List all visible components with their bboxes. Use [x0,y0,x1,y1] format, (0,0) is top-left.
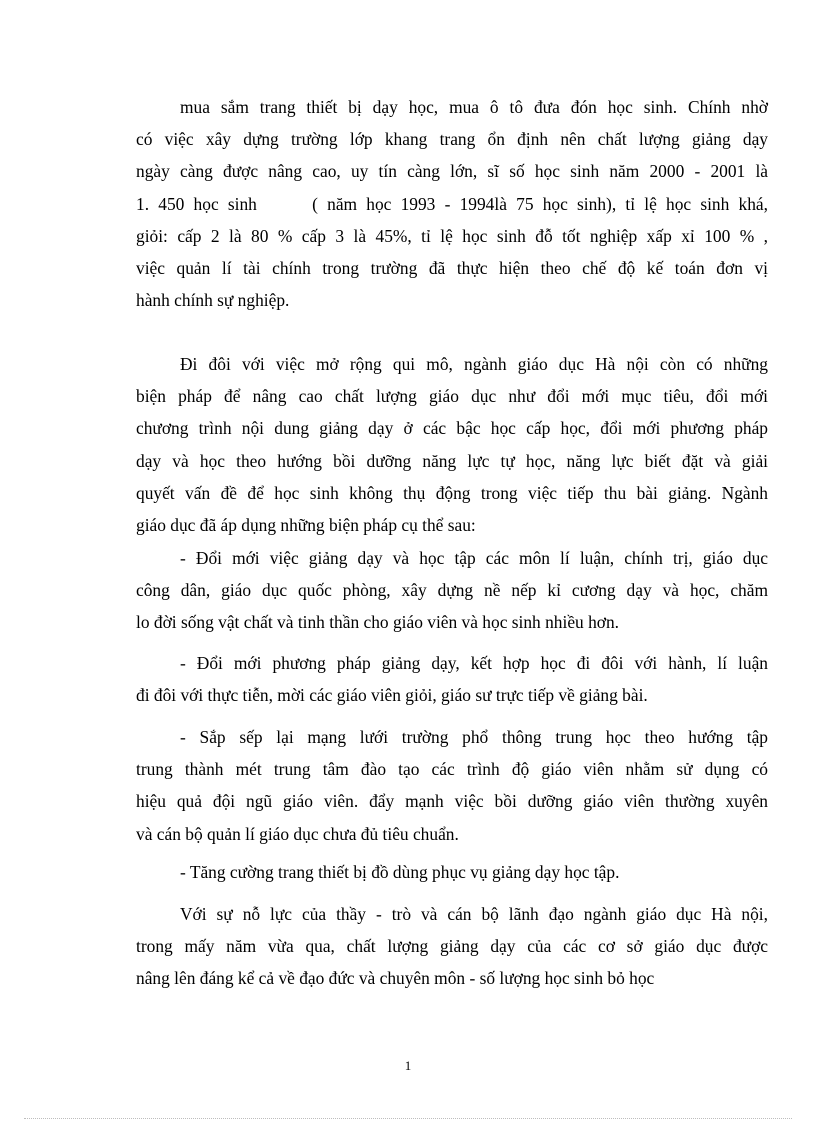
text-line: có việc xây dựng trường lớp khang trang ổn định nên chất lượng giảng dạy [136,129,768,150]
text-line: - Đổi mới việc giảng dạy và học tập các môn lí luận, chính trị, giáo dục [180,548,768,568]
text-line: trong mấy năm vừa qua, chất lượng giảng dạy của các cơ sở giáo dục được [136,936,768,957]
text-line: 1. 450 học sinh ( năm học 1993 - 1994là 75 học sinh), tỉ lệ học sinh khá, [136,193,768,214]
text-line: hiệu quả đội ngũ giáo viên. đẩy mạnh việc bồi dưỡng giáo viên thường xuyên [136,791,768,812]
text-line: hành chính sự nghiệp. [136,290,290,311]
text-line: ngày càng được nâng cao, uy tín càng lớn, sĩ số học sinh năm 2000 - 2001 là [136,161,768,182]
bullet-item-3 [136,721,768,850]
paragraph-3 [136,898,768,995]
text-line: - Tăng cường trang thiết bị đồ dùng phục vụ giảng dạy học tập. [180,862,620,882]
bullet-item-1 [136,542,768,639]
paragraph-1 [136,91,768,316]
bullet-item-4 [136,856,768,888]
text-line: mua sắm trang thiết bị dạy học, mua ô tô đưa đón học sinh. Chính nhờ [180,97,768,117]
text-line: giáo dục đã áp dụng những biện pháp cụ thể sau: [136,514,476,535]
text-line: đi đôi với thực tiễn, mời các giáo viên giỏi, giáo sư trực tiếp về giảng bài. [136,685,648,706]
text-line: chương trình nội dung giảng dạy ở các bậc học cấp học, đổi mới phương pháp [136,418,768,439]
text-line: Đi đôi với việc mở rộng qui mô, ngành giáo dục Hà nội còn có những [180,354,768,374]
text-line: Với sự nỗ lực của thầy - trò và cán bộ lãnh đạo ngành giáo dục Hà nội, [180,904,768,924]
page-number: 1 [404,1058,412,1073]
text-line: và cán bộ quản lí giáo dục chưa đủ tiêu chuẩn. [136,823,459,844]
text-line: - Sắp sếp lại mạng lưới trường phổ thông trung học theo hướng tập [180,727,768,747]
text-line: dạy và học theo hướng bồi dưỡng năng lực tự học, năng lực biết đặt và giải [136,450,768,471]
text-line: biện pháp để nâng cao chất lượng giáo dục như đổi mới mục tiêu, đổi mới [136,386,768,407]
text-line: công dân, giáo dục quốc phòng, xây dựng nề nếp kỉ cương dạy và học, chăm [136,580,768,601]
text-line: trung thành mét trung tâm đào tạo các trình độ giáo viên nhằm sử dụng có [136,759,768,780]
bullet-item-2 [136,647,768,711]
text-line: giỏi: cấp 2 là 80 % cấp 3 là 45%, tỉ lệ học sinh đỗ tốt nghiệp xấp xỉ 100 % , [136,225,768,246]
paragraph-2 [136,348,768,541]
text-line: lo đời sống vật chất và tinh thần cho giáo viên và học sinh nhiều hơn. [136,612,620,633]
text-line: quyết vấn đề để học sinh không thụ động trong việc tiếp thu bài giảng. Ngành [136,482,768,503]
text-line: việc quản lí tài chính trong trường đã thực hiện theo chế độ kế toán đơn vị [136,257,768,278]
text-line: - Đổi mới phương pháp giảng dạy, kết hợp học đi đôi với hành, lí luận [180,653,768,673]
footer-divider [24,1118,792,1119]
text-line: nâng lên đáng kể cả về đạo đức và chuyên môn - số lượng học sinh bỏ học [136,968,655,989]
